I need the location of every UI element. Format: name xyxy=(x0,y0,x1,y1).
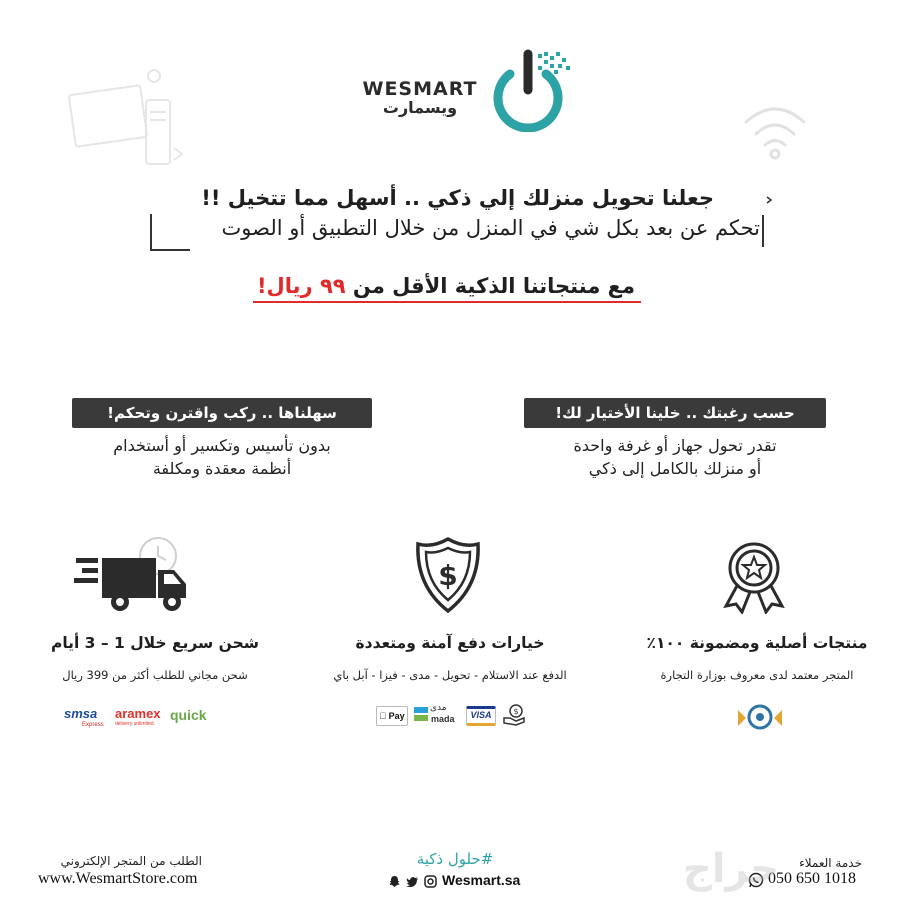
subline-bracket-right xyxy=(762,215,764,247)
aramex-sub-label: delivery unlimited xyxy=(115,721,154,727)
smsa-sub-label: Express xyxy=(82,722,104,728)
svg-text:$: $ xyxy=(438,559,458,592)
feature-original-subtitle: المتجر معتمد لدى معروف بوزارة التجارة xyxy=(660,668,854,682)
feature-original-title: منتجات أصلية ومضمونة ١٠٠٪ xyxy=(646,634,868,652)
feature-payment-subtitle: الدفع عند الاستلام - تحويل - مدى - فيزا - آبل باي xyxy=(333,668,567,682)
smsa-logo xyxy=(64,708,104,731)
payment-visa-logo xyxy=(466,706,496,726)
offer-underline xyxy=(253,301,641,303)
applepay-label: Pay xyxy=(383,711,400,721)
feature-shipping-subtitle: شحن مجاني للطلب أكثر من 399 ريال xyxy=(62,668,248,682)
footer-store-label: الطلب من المتجر الإلكتروني xyxy=(60,854,202,868)
hero-headline: جعلنا تحويل منزلك إلي ذكي .. أسهل مما تتخيل !! xyxy=(201,186,714,210)
feature-choice-title: حسب رغبتك .. خلينا الأختيار لك! xyxy=(524,398,826,428)
footer-support-phone[interactable]: 050 650 1018 xyxy=(768,870,856,887)
feature-payment-title: خيارات دفع آمنة ومتعددة xyxy=(355,634,545,652)
feature-choice-line1: تقدر تحول جهاز أو غرفة واحدة xyxy=(573,436,777,455)
feature-easy-description xyxy=(64,434,380,480)
instagram-icon[interactable] xyxy=(424,875,437,888)
brand-wordmark xyxy=(358,78,482,117)
visa-label: VISA xyxy=(470,710,492,720)
footer-social-handle[interactable]: Wesmart.sa xyxy=(442,872,521,888)
twitter-icon[interactable] xyxy=(406,875,419,888)
offer-text: مع منتجاتنا الذكية الأقل من xyxy=(345,274,635,298)
cash-on-delivery-icon xyxy=(502,702,526,726)
computer-outline-icon xyxy=(64,64,186,170)
quick-logo: quick xyxy=(170,707,207,723)
offer-line xyxy=(250,274,642,298)
feature-choice-description xyxy=(520,434,830,480)
payment-mada-logo xyxy=(414,704,460,726)
hero-subline: تحكم عن بعد بكل شي في المنزل من خلال التطبيق أو الصوت xyxy=(221,216,760,240)
shield-dollar-icon xyxy=(414,536,482,614)
maroof-badge-icon xyxy=(736,704,784,730)
power-logo-icon xyxy=(488,46,578,132)
watermark: حراج xyxy=(682,846,780,892)
feature-easy-title: سهلناها .. ركب واقترن وتحكم! xyxy=(72,398,372,428)
payment-applepay-logo xyxy=(376,706,408,726)
snapchat-icon[interactable] xyxy=(388,875,401,888)
subline-bracket-left xyxy=(150,214,152,250)
bullet-chevron-icon xyxy=(766,195,774,205)
feature-choice-line2: أو منزلك بالكامل إلى ذكي xyxy=(588,459,762,478)
feature-easy-line2: أنظمة معقدة ومكلفة xyxy=(152,459,292,478)
footer-store-url[interactable]: www.WesmartStore.com xyxy=(38,870,198,887)
wifi-outline-icon xyxy=(740,100,810,162)
mada-label: mada xyxy=(431,714,455,724)
footer-hashtag: #حلول ذكية xyxy=(416,850,494,868)
aramex-logo xyxy=(115,708,161,730)
aramex-label: aramex xyxy=(115,706,161,721)
brand-name-en: WESMART xyxy=(362,78,478,100)
offer-price: ٩٩ ريال! xyxy=(256,274,346,298)
footer-support-label: خدمة العملاء xyxy=(799,856,862,870)
delivery-truck-icon xyxy=(74,534,192,614)
subline-bracket-bottom xyxy=(150,249,190,251)
feature-shipping-title: شحن سريع خلال 1 – 3 أيام xyxy=(50,634,260,652)
svg-text:$: $ xyxy=(513,707,519,716)
smsa-label: smsa xyxy=(64,706,98,721)
mada-label-ar: مدى xyxy=(430,703,447,713)
brand-name-ar: ويسمارت xyxy=(382,98,458,117)
feature-easy-line1: بدون تأسيس وتكسير أو أستخدام xyxy=(113,436,331,455)
award-badge-icon xyxy=(722,540,786,614)
